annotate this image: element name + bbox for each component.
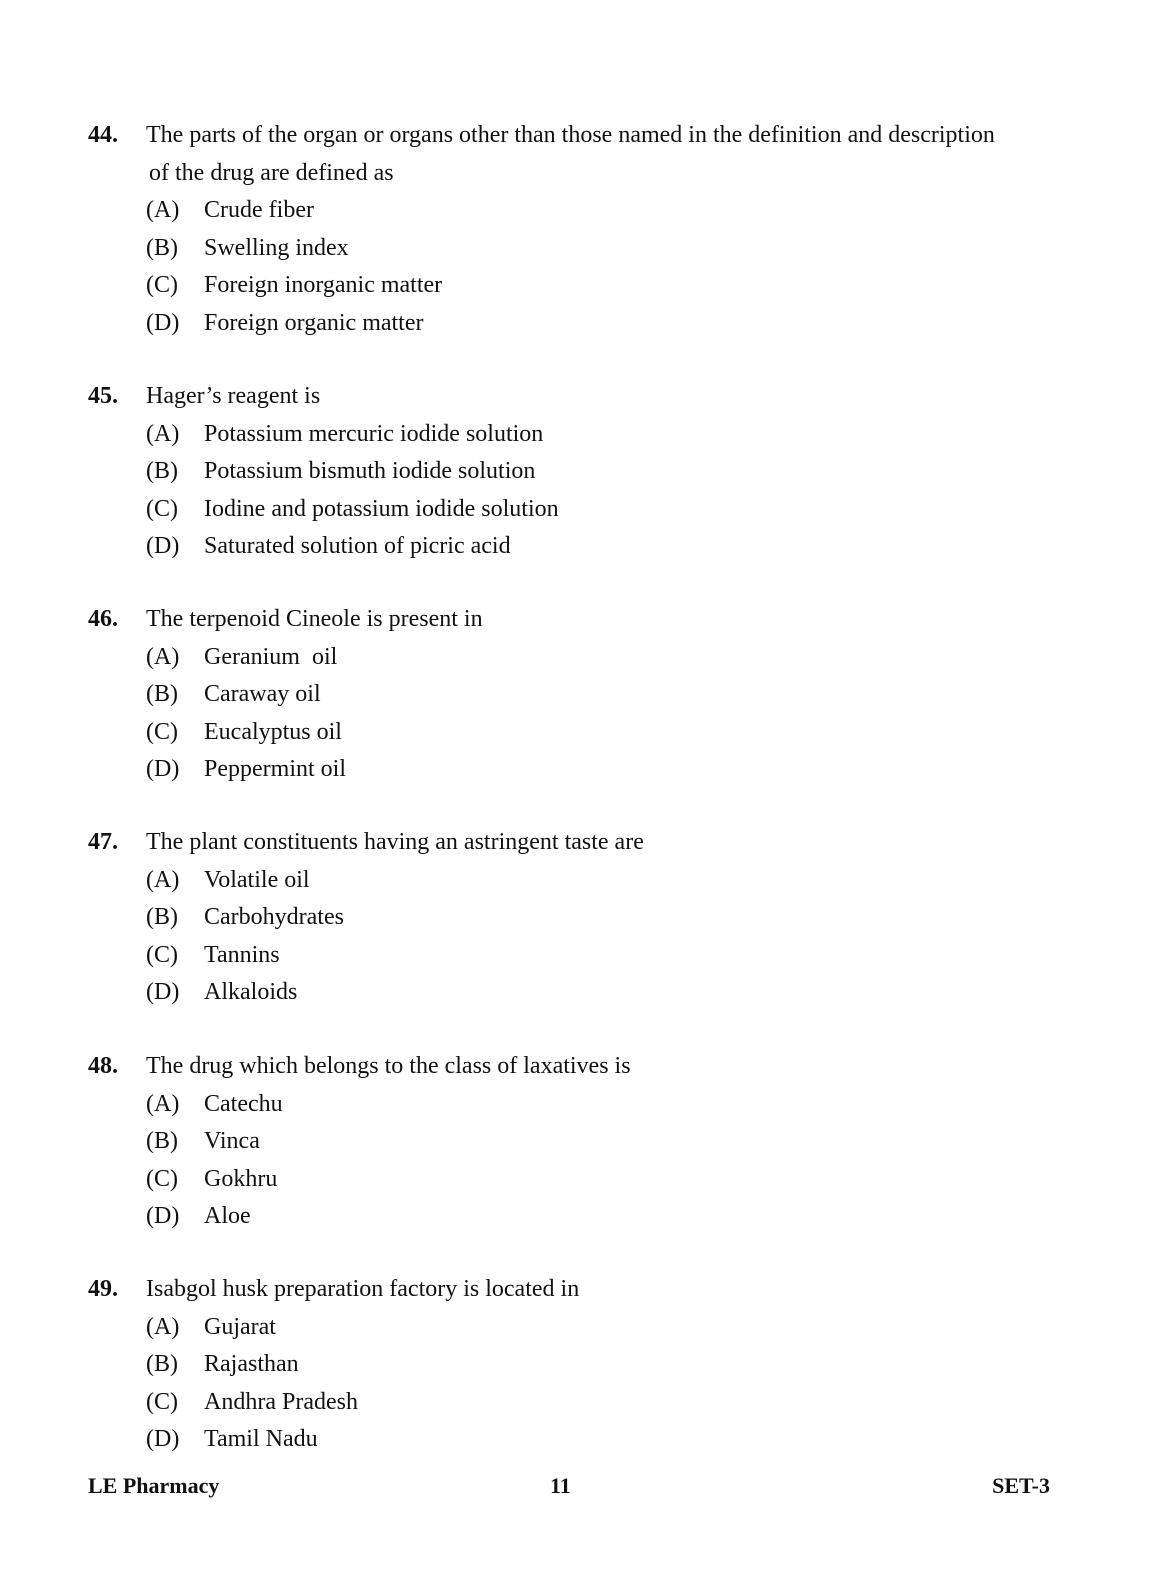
option-letter: (D) <box>146 309 180 336</box>
option-text: Geranium oil <box>204 643 338 670</box>
option-d <box>88 751 1048 789</box>
question-stem <box>88 824 1048 862</box>
option-b <box>88 1346 1048 1384</box>
option-d <box>88 528 1048 566</box>
option-text: Tamil Nadu <box>204 1426 318 1452</box>
option-text: Crude fiber <box>204 197 314 223</box>
option-letter: (D) <box>146 533 180 559</box>
option-letter: (A) <box>146 420 180 447</box>
option-text: Tannins <box>204 941 280 968</box>
option-c <box>88 1161 1048 1199</box>
question-text-line1: The parts of the organ or organs other than those named in the definition and description <box>146 122 995 148</box>
question-text: Isabgol husk preparation factory is located in <box>146 1276 580 1302</box>
option-b <box>88 899 1048 937</box>
option-letter: (B) <box>146 1351 178 1377</box>
footer-subject: LE Pharmacy <box>88 1473 220 1498</box>
footer-set-label: SET-3 <box>992 1473 1050 1498</box>
option-letter: (D) <box>146 756 180 782</box>
option-c <box>88 267 1048 305</box>
option-c <box>88 937 1048 975</box>
question-49 <box>88 1271 1048 1459</box>
option-text: Saturated solution of picric acid <box>204 533 511 559</box>
option-letter: (A) <box>146 866 180 893</box>
option-text: Peppermint oil <box>204 756 346 782</box>
option-text: Carbohydrates <box>204 904 344 930</box>
page-number: 11 <box>550 1473 571 1498</box>
option-letter: (B) <box>146 1128 178 1154</box>
option-letter: (A) <box>146 1090 180 1117</box>
option-text: Rajasthan <box>204 1351 299 1377</box>
option-a <box>88 1309 1048 1347</box>
question-45 <box>88 378 1048 566</box>
question-stem <box>88 1271 1048 1309</box>
option-letter: (D) <box>146 1426 180 1452</box>
option-letter: (B) <box>146 458 178 484</box>
option-text: Eucalyptus oil <box>204 718 342 745</box>
option-d <box>88 1198 1048 1236</box>
option-text: Andhra Pradesh <box>204 1388 358 1415</box>
option-letter: (D) <box>146 979 180 1005</box>
option-text: Gokhru <box>204 1165 278 1192</box>
question-number: 49. <box>88 1276 118 1302</box>
option-text: Vinca <box>204 1128 260 1154</box>
question-stem <box>88 378 1048 416</box>
option-c <box>88 714 1048 752</box>
option-text: Aloe <box>204 1203 251 1229</box>
option-letter: (B) <box>146 904 178 930</box>
option-letter: (A) <box>146 197 180 223</box>
question-text-line2: of the drug are defined as <box>149 159 394 186</box>
option-letter: (B) <box>146 234 178 261</box>
option-b <box>88 230 1048 268</box>
question-48 <box>88 1048 1048 1236</box>
option-b <box>88 1123 1048 1161</box>
question-46 <box>88 601 1048 789</box>
option-letter: (A) <box>146 1313 180 1340</box>
question-number: 48. <box>88 1053 118 1079</box>
option-b <box>88 453 1048 491</box>
question-44 <box>88 117 1048 342</box>
question-number: 47. <box>88 829 118 855</box>
option-text: Iodine and potassium iodide solution <box>204 495 559 522</box>
option-text: Caraway oil <box>204 681 321 707</box>
option-a <box>88 416 1048 454</box>
option-text: Alkaloids <box>204 979 298 1005</box>
option-text: Volatile oil <box>204 866 310 893</box>
question-text: The plant constituents having an astringent taste are <box>146 829 644 855</box>
option-letter: (D) <box>146 1203 180 1229</box>
question-text <box>146 117 1048 192</box>
option-a <box>88 639 1048 677</box>
option-letter: (B) <box>146 681 178 707</box>
question-number: 46. <box>88 606 118 632</box>
option-letter: (C) <box>146 718 178 745</box>
question-stem <box>88 117 1048 192</box>
question-stem <box>88 601 1048 639</box>
option-a <box>88 192 1048 230</box>
option-d <box>88 974 1048 1012</box>
question-47 <box>88 824 1048 1012</box>
option-letter: (C) <box>146 941 178 968</box>
option-d <box>88 1421 1048 1459</box>
question-number: 44. <box>88 122 118 148</box>
question-text: The terpenoid Cineole is present in <box>146 606 483 632</box>
option-d <box>88 305 1048 343</box>
option-a <box>88 862 1048 900</box>
option-c <box>88 1384 1048 1422</box>
option-letter: (A) <box>146 643 180 670</box>
question-stem <box>88 1048 1048 1086</box>
option-letter: (C) <box>146 1165 178 1192</box>
question-number: 45. <box>88 383 118 409</box>
question-text: The drug which belongs to the class of laxatives is <box>146 1053 631 1079</box>
option-text: Foreign inorganic matter <box>204 272 443 298</box>
option-letter: (C) <box>146 272 178 298</box>
option-text: Catechu <box>204 1090 283 1117</box>
option-text: Gujarat <box>204 1313 276 1340</box>
option-a <box>88 1086 1048 1124</box>
option-c <box>88 491 1048 529</box>
option-b <box>88 676 1048 714</box>
option-text: Potassium mercuric iodide solution <box>204 420 544 447</box>
question-text: Hager’s reagent is <box>146 383 321 409</box>
option-text: Swelling index <box>204 234 349 261</box>
option-text: Potassium bismuth iodide solution <box>204 458 536 484</box>
option-letter: (C) <box>146 495 178 522</box>
option-letter: (C) <box>146 1388 178 1415</box>
option-text: Foreign organic matter <box>204 309 424 336</box>
